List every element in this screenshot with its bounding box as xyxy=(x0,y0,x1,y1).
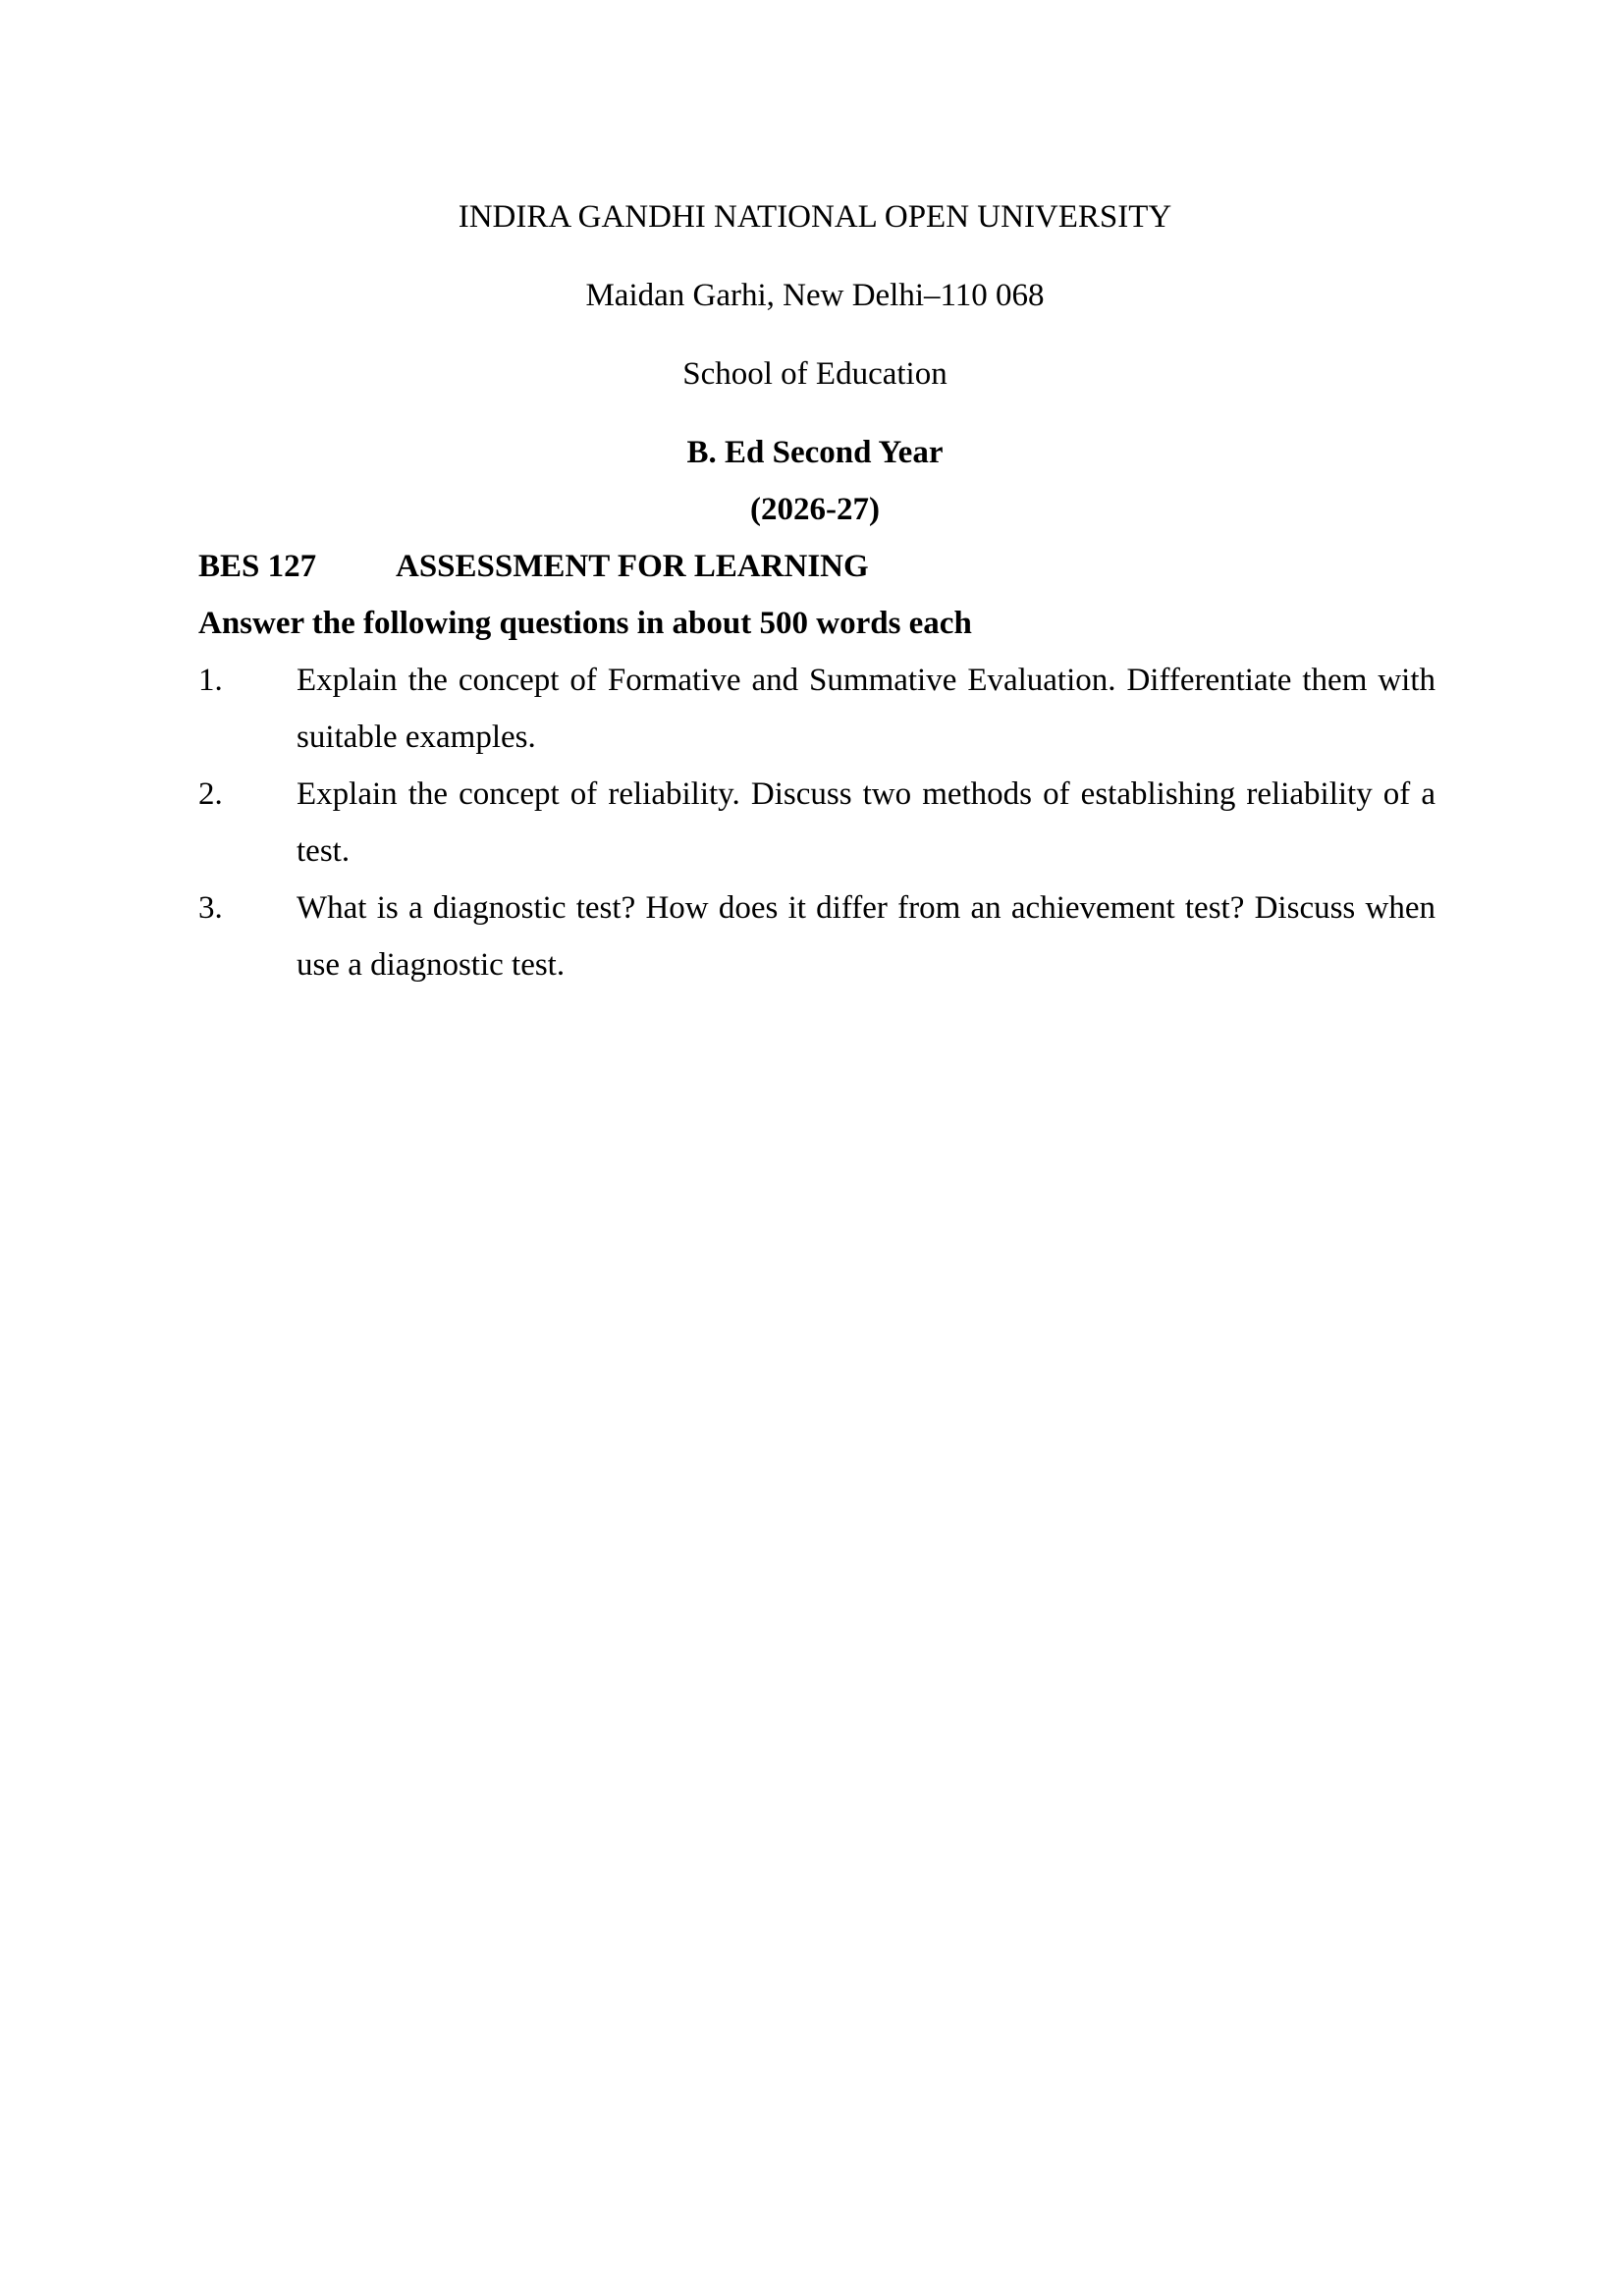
programme-title: B. Ed Second Year xyxy=(686,435,944,470)
question-text-line: suitable examples. xyxy=(297,720,536,755)
session-year: (2026-27) xyxy=(750,492,880,527)
question-number: 2. xyxy=(198,776,223,812)
school-name: School of Education xyxy=(682,356,947,392)
course-code: BES 127 xyxy=(198,549,317,584)
question-text-line: What is a diagnostic test? How does it differ from an achievement test? Discuss when xyxy=(297,890,1435,926)
question-number: 3. xyxy=(198,890,223,926)
university-name: INDIRA GANDHI NATIONAL OPEN UNIVERSITY xyxy=(458,199,1172,235)
instruction-text: Answer the following questions in about 500 words each xyxy=(198,606,972,641)
question-text-line: Explain the concept of Formative and Summative Evaluation. Differentiate them with xyxy=(297,663,1435,698)
question-text-line: use a diagnostic test. xyxy=(297,947,566,983)
question-text-line: test. xyxy=(297,833,351,869)
course-title: ASSESSMENT FOR LEARNING xyxy=(396,549,869,584)
question-text-line: Explain the concept of reliability. Discuss two methods of establishing reliability of a xyxy=(297,776,1435,812)
university-address: Maidan Garhi, New Delhi–110 068 xyxy=(585,278,1045,313)
question-number: 1. xyxy=(198,663,223,698)
